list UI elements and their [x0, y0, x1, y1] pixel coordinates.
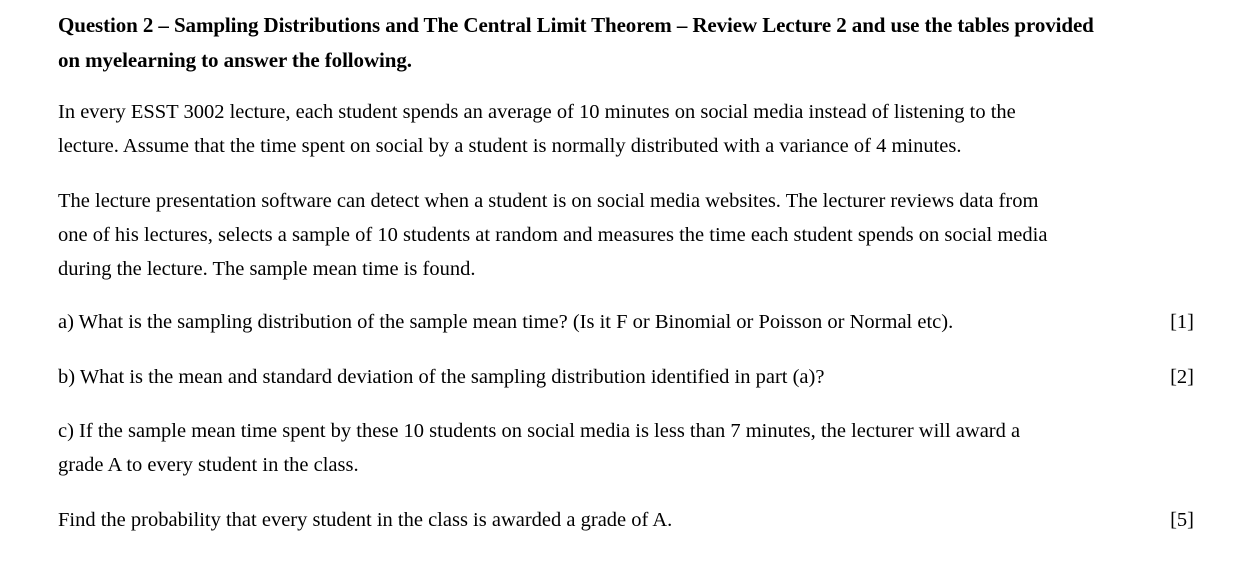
- paragraph-line: lecture. Assume that the time spent on social by a student is normally distributed with a variance of 4 minutes.: [58, 135, 962, 157]
- question-a-marks: [1]: [1170, 311, 1194, 333]
- question-heading: [58, 8, 1218, 78]
- paragraph-line: one of his lectures, selects a sample of 10 students at random and measures the time each student spends on social media: [58, 224, 1048, 246]
- question-b-marks: [2]: [1170, 366, 1194, 388]
- question-a-text: a) What is the sampling distribution of the sample mean time? (Is it F or Binomial or Poisson or Normal etc).: [58, 311, 954, 333]
- paragraph-line: The lecture presentation software can detect when a student is on social media websites. The lecturer reviews data from: [58, 190, 1039, 212]
- paragraph-line: during the lecture. The sample mean time is found.: [58, 258, 476, 280]
- question-c-line-1: c) If the sample mean time spent by these 10 students on social media is less than 7 minutes, the lecturer will award a: [58, 420, 1021, 442]
- question-d-text: Find the probability that every student in the class is awarded a grade of A.: [58, 509, 673, 531]
- question-c-text: [58, 414, 1218, 482]
- question-d-marks: [5]: [1170, 509, 1194, 531]
- question-b-text: b) What is the mean and standard deviation of the sampling distribution identified in part (a)?: [58, 366, 825, 388]
- scenario-paragraph: [58, 95, 1218, 163]
- sampling-paragraph: [58, 184, 1218, 286]
- heading-line-1: Question 2 – Sampling Distributions and The Central Limit Theorem – Review Lecture 2 and use the tables provided: [58, 13, 1094, 37]
- question-c-line-2: grade A to every student in the class.: [58, 454, 359, 476]
- paragraph-line: In every ESST 3002 lecture, each student spends an average of 10 minutes on social media instead of listening to the: [58, 101, 1016, 123]
- heading-line-2: on myelearning to answer the following.: [58, 48, 412, 72]
